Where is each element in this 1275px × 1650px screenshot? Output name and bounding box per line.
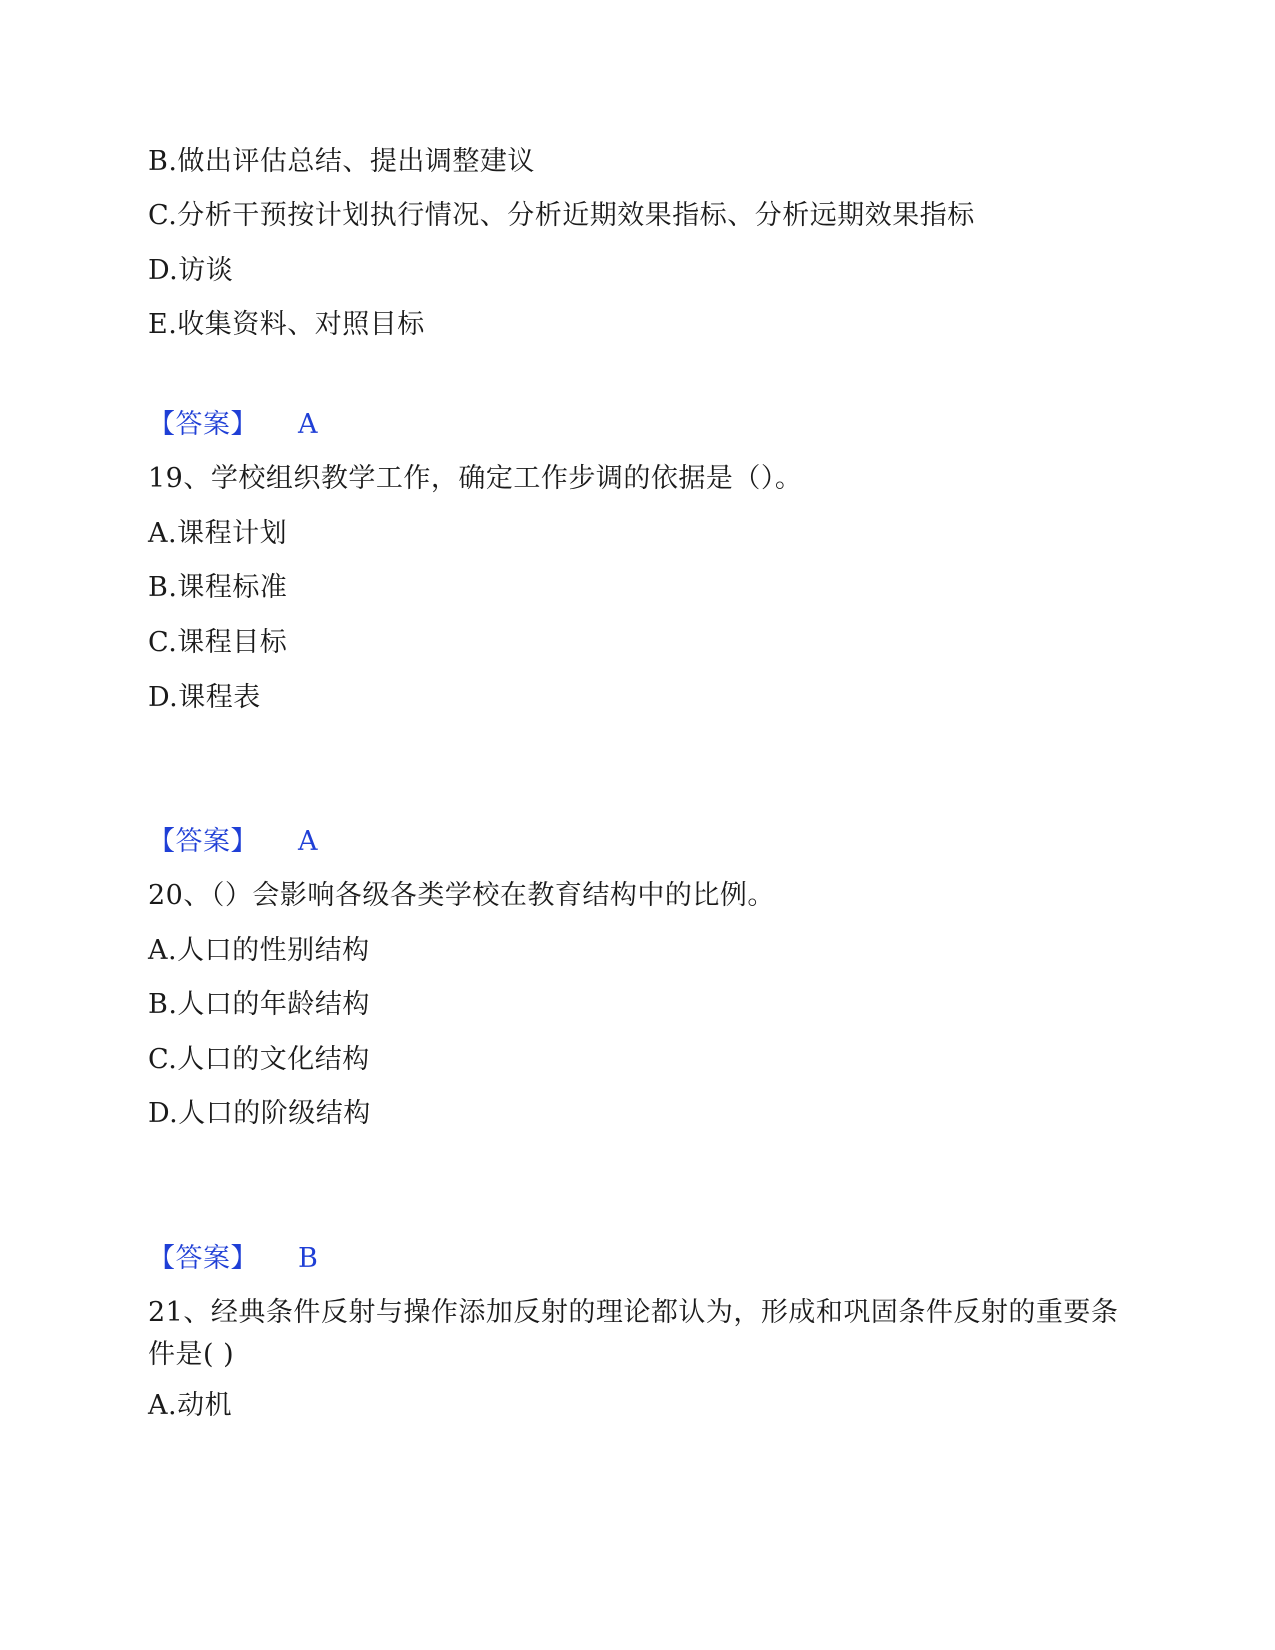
question-19: 19、学校组织教学工作，确定工作步调的依据是（）。 [148,463,803,494]
option-a: A.动机 [148,1390,233,1421]
option-e: E.收集资料、对照目标 [148,309,425,340]
answer-row [148,825,318,859]
answer-label: 【答案】 [148,826,258,857]
option-c: C.分析干预按计划执行情况、分析近期效果指标、分析远期效果指标 [148,200,975,231]
answer-row [148,408,318,442]
question-20: 20、（）会影响各级各类学校在教育结构中的比例。 [148,880,775,911]
answer-value: A [298,826,318,857]
option-d: D.人口的阶级结构 [148,1098,371,1129]
option-a: A.课程计划 [148,518,288,549]
answer-label: 【答案】 [148,1243,258,1274]
option-b: B.人口的年龄结构 [148,989,370,1020]
answer-row [148,1242,319,1276]
option-d: D.课程表 [148,682,261,713]
option-c: C.人口的文化结构 [148,1044,370,1075]
answer-label: 【答案】 [148,409,258,440]
question-21: 21、经典条件反射与操作添加反射的理论都认为，形成和巩固条件反射的重要条件是( ) [148,1297,1119,1370]
option-b: B.课程标准 [148,572,288,603]
option-c: C.课程目标 [148,627,288,658]
option-a: A.人口的性别结构 [148,935,370,966]
answer-value: A [298,409,318,440]
option-b: B.做出评估总结、提出调整建议 [148,146,535,177]
option-d: D.访谈 [148,255,234,286]
answer-value: B [298,1243,319,1274]
